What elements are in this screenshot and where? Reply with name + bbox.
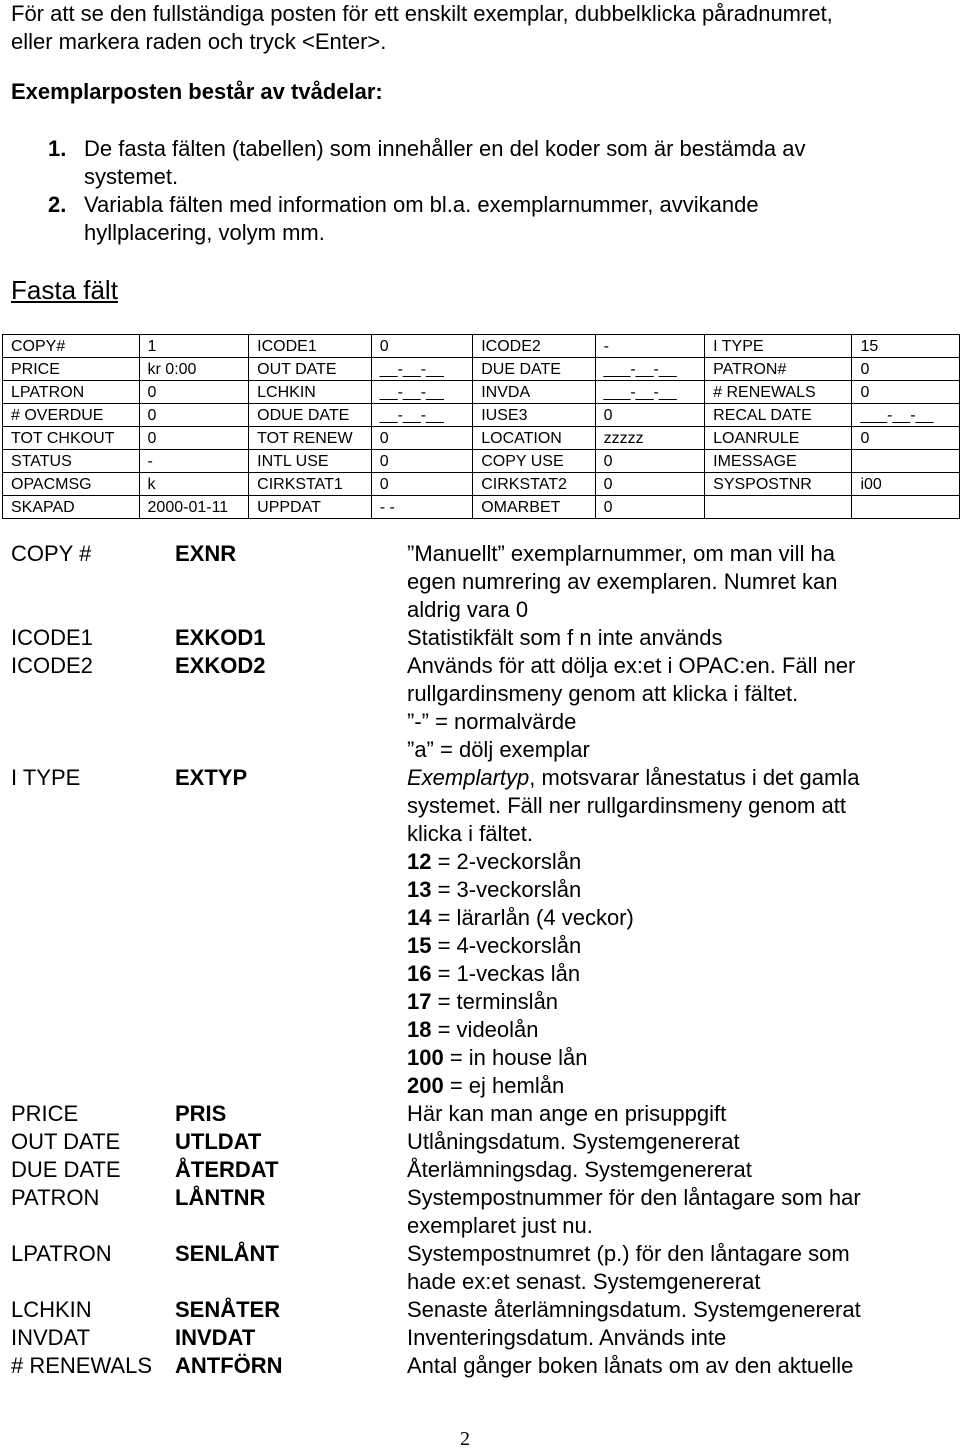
field-value-cell: __-__-__ — [371, 358, 472, 381]
code-line — [407, 876, 951, 904]
field-description — [407, 1156, 951, 1184]
field-label-cell: ODUE DATE — [249, 404, 372, 427]
table-row — [3, 404, 960, 427]
field-value-cell: 0 — [371, 427, 472, 450]
list-number: 2. — [48, 192, 67, 217]
field-label-cell: DUE DATE — [473, 358, 595, 381]
field-value-cell: - — [139, 450, 249, 473]
field-description — [407, 540, 951, 624]
field-label-cell: LPATRON — [3, 381, 140, 404]
intro-text — [11, 0, 931, 56]
field-code: PATRON — [11, 1185, 100, 1210]
code-number: 16 — [407, 961, 432, 986]
field-value-cell: k — [139, 473, 249, 496]
swedish-field-name: EXTYP — [175, 765, 248, 790]
intro-line-2: eller markera raden och tryck <Enter>. — [11, 29, 387, 54]
code-line — [407, 848, 951, 876]
field-code: ICODE1 — [11, 625, 93, 650]
code-meaning: = terminslån — [431, 989, 559, 1014]
code-number: 14 — [407, 905, 432, 930]
code-meaning: = lärarlån (4 veckor) — [431, 905, 634, 930]
description-line — [407, 764, 951, 792]
swedish-field-name: SENLÅNT — [175, 1241, 279, 1266]
list-line: hyllplacering, volym mm. — [84, 220, 325, 245]
table-row — [3, 496, 960, 519]
code-number: 100 — [407, 1045, 444, 1070]
field-description — [407, 1324, 951, 1352]
field-label-cell: LOCATION — [473, 427, 595, 450]
description-line: Statistikfält som f n inte används — [407, 625, 723, 650]
field-label-cell: CIRKSTAT2 — [473, 473, 595, 496]
definition-row — [11, 652, 951, 764]
definition-row — [11, 1184, 951, 1240]
field-label-cell: TOT RENEW — [249, 427, 372, 450]
description-line: Här kan man ange en prisuppgift — [407, 1101, 727, 1126]
swedish-field-name: EXKOD2 — [175, 653, 266, 678]
field-value-cell: 0 — [371, 450, 472, 473]
description-line: rullgardinsmeny genom att klicka i fältet. — [407, 681, 799, 706]
swedish-field-name: INVDAT — [175, 1325, 256, 1350]
code-line — [407, 1016, 951, 1044]
field-value-cell: 0 — [595, 404, 704, 427]
swedish-field-name: UTLDAT — [175, 1129, 262, 1154]
description-line: Senaste återlämningsdatum. Systemgenererat — [407, 1297, 861, 1322]
code-number: 17 — [407, 989, 432, 1014]
definition-row — [11, 1156, 951, 1184]
field-code: DUE DATE — [11, 1157, 121, 1182]
italic-term: Exemplartyp — [407, 765, 530, 790]
field-value-cell: __-__-__ — [371, 404, 472, 427]
field-description — [407, 624, 951, 652]
code-number: 18 — [407, 1017, 432, 1042]
swedish-field-name: ANTFÖRN — [175, 1353, 283, 1378]
field-value-cell: 2000-01-11 — [139, 496, 249, 519]
field-label-cell: INVDA — [473, 381, 595, 404]
field-label-cell: IMESSAGE — [705, 450, 852, 473]
list-line: systemet. — [84, 164, 179, 189]
field-label-cell: COPY USE — [473, 450, 595, 473]
field-value-cell: __-__-__ — [371, 381, 472, 404]
field-description — [407, 652, 951, 764]
definition-row — [11, 764, 951, 1100]
field-label-cell: SYSPOSTNR — [705, 473, 852, 496]
field-description — [407, 764, 951, 1100]
definition-row — [11, 1324, 951, 1352]
field-label-cell: # OVERDUE — [3, 404, 140, 427]
list-line: De fasta fälten (tabellen) som innehåller en del koder som är bestämda av — [84, 136, 806, 161]
field-code: INVDAT — [11, 1325, 91, 1350]
swedish-field-name: SENÅTER — [175, 1297, 281, 1322]
definition-row — [11, 1128, 951, 1156]
description-line: klicka i fältet. — [407, 821, 533, 846]
description-line: aldrig vara 0 — [407, 597, 529, 622]
field-value-cell: - - — [371, 496, 472, 519]
field-description — [407, 1296, 951, 1324]
description-line: Systempostnummer för den låntagare som har — [407, 1185, 861, 1210]
code-meaning: = 4-veckorslån — [431, 933, 582, 958]
field-value-cell: ___-__-__ — [595, 381, 704, 404]
code-meaning: = in house lån — [443, 1045, 588, 1070]
definition-row — [11, 1100, 951, 1128]
field-label-cell: PRICE — [3, 358, 140, 381]
field-value-cell: zzzzz — [595, 427, 704, 450]
code-meaning: = ej hemlån — [443, 1073, 565, 1098]
field-label-cell — [705, 496, 852, 519]
description-line: ”-” = normalvärde — [407, 709, 577, 734]
description-line: Systempostnumret (p.) för den låntagare som — [407, 1241, 850, 1266]
definition-row — [11, 1296, 951, 1324]
field-value-cell: - — [595, 335, 704, 358]
field-label-cell: LCHKIN — [249, 381, 372, 404]
field-value-cell: 0 — [852, 427, 960, 450]
description-line: ”Manuellt” exemplarnummer, om man vill ha — [407, 541, 835, 566]
field-code: LPATRON — [11, 1241, 112, 1266]
code-line — [407, 1072, 951, 1100]
description-line: hade ex:et senast. Systemgenererat — [407, 1269, 761, 1294]
field-definitions — [11, 540, 951, 1380]
swedish-field-name: PRIS — [175, 1101, 227, 1126]
field-label-cell: INTL USE — [249, 450, 372, 473]
fixed-fields-table — [2, 334, 960, 519]
field-value-cell: i00 — [852, 473, 960, 496]
field-code: OUT DATE — [11, 1129, 121, 1154]
field-label-cell: CIRKSTAT1 — [249, 473, 372, 496]
field-label-cell: PATRON# — [705, 358, 852, 381]
field-value-cell: 0 — [852, 358, 960, 381]
swedish-field-name: EXNR — [175, 541, 237, 566]
field-value-cell: 0 — [595, 473, 704, 496]
list-number: 1. — [48, 136, 67, 161]
field-value-cell: 15 — [852, 335, 960, 358]
field-value-cell: 0 — [595, 450, 704, 473]
field-label-cell: OPACMSG — [3, 473, 140, 496]
code-line — [407, 904, 951, 932]
field-code: COPY # — [11, 541, 92, 566]
field-description — [407, 1100, 951, 1128]
definition-row — [11, 624, 951, 652]
swedish-field-name: EXKOD1 — [175, 625, 266, 650]
swedish-field-name: ÅTERDAT — [175, 1157, 279, 1182]
field-value-cell: 1 — [139, 335, 249, 358]
description-line: egen numrering av exemplaren. Numret kan — [407, 569, 838, 594]
code-line — [407, 988, 951, 1016]
code-meaning: = videolån — [431, 1017, 539, 1042]
field-label-cell: OMARBET — [473, 496, 595, 519]
field-code: # RENEWALS — [11, 1353, 153, 1378]
page-number: 2 — [460, 1428, 470, 1450]
description-line: ”a” = dölj exemplar — [407, 737, 590, 762]
field-label-cell: SKAPAD — [3, 496, 140, 519]
intro-line-1: För att se den fullständiga posten för ett enskilt exemplar, dubbelklicka påradnumret, — [11, 1, 833, 26]
code-number: 15 — [407, 933, 432, 958]
definition-row — [11, 1240, 951, 1296]
definition-row — [11, 1352, 951, 1380]
field-value-cell: 0 — [371, 335, 472, 358]
description-line: Utlåningsdatum. Systemgenererat — [407, 1129, 740, 1154]
definition-row — [11, 540, 951, 624]
field-label-cell: ICODE2 — [473, 335, 595, 358]
field-value-cell — [852, 496, 960, 519]
field-value-cell: 0 — [595, 496, 704, 519]
table-row — [3, 335, 960, 358]
field-label-cell: COPY# — [3, 335, 140, 358]
field-label-cell: IUSE3 — [473, 404, 595, 427]
code-number: 200 — [407, 1073, 444, 1098]
list-line: Variabla fälten med information om bl.a. exemplarnummer, avvikande — [84, 192, 759, 217]
field-description — [407, 1240, 951, 1296]
code-number: 12 — [407, 849, 432, 874]
table-row — [3, 427, 960, 450]
description-line: systemet. Fäll ner rullgardinsmeny genom att — [407, 793, 846, 818]
field-description — [407, 1128, 951, 1156]
description-text: , motsvarar lånestatus i det gamla — [529, 765, 860, 790]
code-meaning: = 2-veckorslån — [431, 849, 582, 874]
table-row — [3, 473, 960, 496]
description-line: Inventeringsdatum. Används inte — [407, 1325, 727, 1350]
field-description — [407, 1352, 951, 1380]
code-meaning: = 1-veckas lån — [431, 961, 581, 986]
field-value-cell: 0 — [852, 381, 960, 404]
numbered-list — [48, 135, 908, 247]
table-row — [3, 358, 960, 381]
code-meaning: = 3-veckorslån — [431, 877, 582, 902]
field-label-cell: I TYPE — [705, 335, 852, 358]
field-value-cell — [852, 450, 960, 473]
field-label-cell: STATUS — [3, 450, 140, 473]
code-line — [407, 1044, 951, 1072]
description-line: Används för att dölja ex:et i OPAC:en. Fäll ner — [407, 653, 856, 678]
field-value-cell: kr 0:00 — [139, 358, 249, 381]
swedish-field-name: LÅNTNR — [175, 1185, 266, 1210]
field-label-cell: ICODE1 — [249, 335, 372, 358]
description-line: Återlämningsdag. Systemgenererat — [407, 1157, 752, 1182]
field-code: PRICE — [11, 1101, 79, 1126]
field-code: ICODE2 — [11, 653, 93, 678]
field-label-cell: LOANRULE — [705, 427, 852, 450]
field-label-cell: TOT CHKOUT — [3, 427, 140, 450]
field-label-cell: RECAL DATE — [705, 404, 852, 427]
field-value-cell: 0 — [371, 473, 472, 496]
list-item — [48, 191, 908, 247]
list-item — [48, 135, 908, 191]
field-value-cell: 0 — [139, 427, 249, 450]
field-code: LCHKIN — [11, 1297, 92, 1322]
field-value-cell: 0 — [139, 404, 249, 427]
code-line — [407, 960, 951, 988]
field-value-cell: ___-__-__ — [595, 358, 704, 381]
field-label-cell: # RENEWALS — [705, 381, 852, 404]
field-value-cell: 0 — [139, 381, 249, 404]
field-label-cell: UPPDAT — [249, 496, 372, 519]
field-label-cell: OUT DATE — [249, 358, 372, 381]
fixed-fields-title: Fasta fält — [11, 275, 118, 305]
section-heading: Exemplarposten består av tvådelar: — [11, 79, 383, 104]
description-line: exemplaret just nu. — [407, 1213, 593, 1238]
table-row — [3, 381, 960, 404]
field-value-cell: ___-__-__ — [852, 404, 960, 427]
code-line — [407, 932, 951, 960]
description-line: Antal gånger boken lånats om av den aktuelle — [407, 1353, 854, 1378]
field-code: I TYPE — [11, 765, 81, 790]
code-number: 13 — [407, 877, 432, 902]
field-description — [407, 1184, 951, 1240]
table-row — [3, 450, 960, 473]
